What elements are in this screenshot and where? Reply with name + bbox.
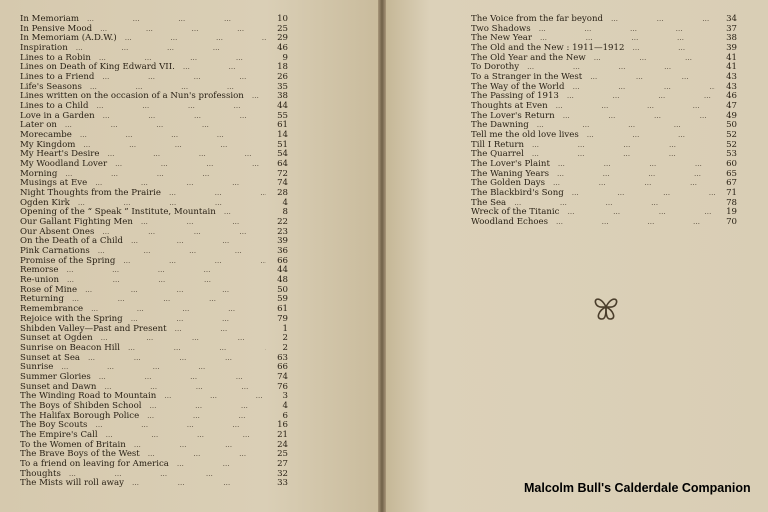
shamrock-ornament-icon (589, 292, 623, 322)
toc-entry-title: The New Year (471, 33, 533, 44)
toc-entry-title: The Boys of Shibden School (20, 400, 142, 411)
watermark-credit: Malcolm Bull's Calderdale Companion (524, 481, 751, 495)
leader-dots (83, 141, 266, 151)
toc-entry-title: Sunrise (20, 362, 54, 373)
leader-dots (590, 73, 715, 83)
toc-entry-title: Pink Carnations (20, 246, 90, 257)
toc-entry-page: 79 (277, 313, 288, 324)
toc-entry-page: 50 (277, 284, 288, 295)
toc-entry-title: In Memoriam (20, 14, 79, 24)
toc-entry-title: The Lover's Plaint (471, 159, 550, 170)
toc-entry-page: 44 (277, 101, 288, 112)
toc-entry-page: 39 (726, 43, 737, 54)
toc-entry-page: 38 (277, 91, 288, 102)
leader-dots (224, 208, 266, 218)
book-spine (378, 0, 386, 512)
toc-entry-page: 71 (726, 188, 737, 199)
toc-entry-page: 72 (277, 168, 288, 179)
toc-entry-page: 6 (282, 410, 288, 421)
toc-entry-title: Life's Seasons (20, 81, 82, 92)
toc-entry-title: The Boy Scouts (20, 420, 88, 431)
toc-entry-title: Lines to a Child (20, 101, 89, 112)
leader-dots (87, 15, 266, 25)
leader-dots (147, 412, 266, 422)
toc-entry-title: Returning (20, 294, 64, 305)
toc-entry-title: The Mists will roll away (20, 478, 124, 489)
toc-entry (471, 218, 737, 228)
toc-entry-title: The Golden Days (471, 178, 546, 189)
toc-entry-page: 16 (277, 420, 288, 431)
leader-dots (106, 431, 266, 441)
leader-dots (557, 170, 715, 180)
leader-dots (177, 460, 266, 470)
leader-dots (65, 121, 266, 131)
toc-entry-title: Sunset at Sea (20, 352, 81, 363)
toc-entry-title: Our Gallant Fighting Men (20, 217, 133, 228)
toc-entry-title: The Blackbird's Song (471, 188, 564, 199)
toc-entry-page: 39 (277, 236, 288, 247)
toc-entry-page: 74 (277, 178, 288, 189)
toc-entry-title: The Old Year and the New (471, 52, 586, 63)
leader-dots (611, 15, 715, 25)
toc-entry-title: Summer Glories (20, 371, 91, 382)
toc-entry-title: Till I Return (471, 139, 525, 150)
toc-entry-title: Woodland Echoes (471, 217, 549, 228)
toc-entry-title: In Memoriam (A.D.W.) (20, 33, 117, 44)
toc-entry-title: Rose of Mine (20, 284, 78, 295)
toc-entry-page: 47 (726, 101, 737, 112)
toc-entry-page: 66 (277, 362, 288, 373)
leader-dots (594, 54, 715, 64)
toc-entry-page: 1 (282, 323, 288, 334)
leader-dots (539, 25, 715, 35)
toc-entry-page: 76 (277, 381, 288, 392)
leader-dots (532, 150, 715, 160)
toc-entry-title: The Brave Boys of the West (20, 449, 140, 460)
toc-entry-page: 70 (726, 217, 737, 228)
toc-entry-title: Later on (20, 120, 57, 131)
leader-dots (169, 189, 266, 199)
toc-entry-page: 59 (277, 294, 288, 305)
leader-dots (632, 44, 715, 54)
toc-entry-title: Sunrise on Beacon Hill (20, 342, 120, 353)
toc-entry-page: 43 (726, 81, 737, 92)
toc-entry-title: The Dawning (471, 120, 529, 131)
toc-entry-page: 61 (277, 120, 288, 131)
leader-dots (85, 286, 266, 296)
toc-entry-title: Remorse (20, 265, 59, 276)
toc-entry-title: Lines on Death of King Edward VII. (20, 62, 175, 73)
leader-dots (102, 73, 266, 83)
toc-entry-page: 61 (277, 304, 288, 315)
toc-entry-title: Inspiration (20, 43, 68, 54)
toc-entry-title: My Kingdom (20, 139, 76, 150)
toc-entry-title: Love in a Garden (20, 110, 95, 121)
leader-dots (107, 150, 266, 160)
toc-entry-page: 36 (277, 246, 288, 257)
toc-entry-title: Ogden Kirk (20, 197, 70, 208)
toc-entry-title: Lines to a Friend (20, 72, 95, 83)
toc-entry-page: 2 (282, 342, 288, 353)
toc-entry-title: To the Women of Britain (20, 439, 126, 450)
toc-entry-title: Morning (20, 168, 58, 179)
toc-entry-page: 50 (726, 120, 737, 131)
left-contents-list (20, 15, 288, 489)
leader-dots (132, 479, 266, 489)
leader-dots (183, 63, 266, 73)
toc-entry-page: 38 (726, 33, 737, 44)
toc-entry-page: 4 (282, 400, 288, 411)
leader-dots (99, 373, 266, 383)
toc-entry-title: In Pensive Mood (20, 23, 93, 34)
toc-entry-title: Re-union (20, 275, 59, 286)
leader-dots (556, 218, 715, 228)
leader-dots (573, 83, 715, 93)
toc-entry-title: The Halifax Borough Police (20, 410, 140, 421)
toc-entry-title: My Woodland Lover (20, 159, 108, 170)
toc-entry-title: To a Stranger in the West (471, 72, 583, 83)
toc-entry-page: 74 (277, 371, 288, 382)
leader-dots (587, 131, 715, 141)
toc-entry-title: The Lover's Return (471, 110, 555, 121)
toc-entry-page: 24 (277, 439, 288, 450)
toc-entry-page: 25 (277, 449, 288, 460)
leader-dots (65, 170, 266, 180)
toc-entry (20, 354, 288, 364)
toc-entry-page: 41 (726, 52, 737, 63)
toc-entry (471, 189, 737, 199)
leader-dots (61, 363, 266, 373)
toc-entry-page: 22 (277, 217, 288, 228)
toc-entry-title: Our Absent Ones (20, 226, 95, 237)
leader-dots (567, 92, 715, 102)
leader-dots (128, 344, 266, 354)
toc-entry (20, 160, 288, 170)
toc-entry-page: 46 (726, 91, 737, 102)
toc-entry-page: 23 (277, 226, 288, 237)
toc-entry-title: To a friend on leaving for America (20, 458, 169, 469)
toc-entry-page: 78 (726, 197, 737, 208)
toc-entry-page: 48 (277, 275, 288, 286)
leader-dots (95, 421, 266, 431)
toc-entry-page: 63 (277, 352, 288, 363)
toc-entry-title: Rejoice with the Spring (20, 313, 123, 324)
toc-entry-page: 54 (277, 149, 288, 160)
toc-entry-page: 53 (726, 149, 737, 160)
leader-dots (115, 160, 266, 170)
toc-entry-page: 26 (277, 72, 288, 83)
toc-entry-title: Lines to a Robin (20, 52, 91, 63)
leader-dots (76, 44, 266, 54)
toc-entry-page: 55 (277, 110, 288, 121)
toc-entry-title: Tell me the old love lives (471, 130, 579, 141)
toc-entry-page: 3 (282, 391, 288, 402)
leader-dots (175, 325, 266, 335)
toc-entry-title: The Waning Years (471, 168, 549, 179)
leader-dots (572, 189, 715, 199)
toc-entry-page: 52 (726, 139, 737, 150)
toc-entry-page: 64 (277, 159, 288, 170)
toc-entry-page: 2 (282, 333, 288, 344)
toc-entry-page: 21 (277, 429, 288, 440)
toc-entry-title: Morecambe (20, 130, 72, 141)
toc-entry-page: 28 (277, 188, 288, 199)
toc-entry-page: 52 (726, 130, 737, 141)
leader-dots (150, 402, 266, 412)
leader-dots (252, 92, 266, 102)
toc-entry-title: The Old and the New : 1911—1912 (471, 43, 625, 54)
toc-entry-title: The Passing of 1913 (471, 91, 559, 102)
toc-entry-page: 10 (277, 14, 288, 24)
toc-entry-page: 33 (277, 478, 288, 489)
leader-dots (125, 34, 266, 44)
leader-dots (67, 276, 266, 286)
toc-entry-title: Opening of the “ Speak ” Institute, Mountain (20, 207, 216, 218)
leader-dots (98, 247, 266, 257)
toc-entry (20, 257, 288, 267)
toc-entry-title: Thoughts (20, 468, 61, 479)
leader-dots (563, 112, 715, 122)
toc-entry-page: 60 (726, 159, 737, 170)
toc-entry-page: 18 (277, 62, 288, 73)
leader-dots (100, 25, 266, 35)
toc-entry (20, 112, 288, 122)
toc-entry-page: 34 (726, 14, 737, 24)
leader-dots (164, 392, 266, 402)
toc-entry-page: 41 (726, 62, 737, 73)
toc-entry-title: Night Thoughts from the Prairie (20, 188, 161, 199)
toc-entry-title: Musings at Eve (20, 178, 88, 189)
leader-dots (66, 266, 266, 276)
toc-entry-page: 65 (726, 168, 737, 179)
leader-dots (131, 237, 266, 247)
toc-entry-title: Promise of the Spring (20, 255, 116, 266)
leader-dots (141, 218, 266, 228)
leader-dots (553, 179, 715, 189)
leader-dots (102, 228, 266, 238)
toc-entry-page: 51 (277, 139, 288, 150)
toc-entry-title: Thoughts at Even (471, 101, 548, 112)
toc-entry-title: Sunset at Ogden (20, 333, 93, 344)
toc-entry-title: Two Shadows (471, 23, 531, 34)
toc-entry-title: The Quarrel (471, 149, 524, 160)
toc-entry-page: 25 (277, 23, 288, 34)
leader-dots (567, 208, 715, 218)
toc-entry-title: The Voice from the far beyond (471, 14, 603, 24)
toc-entry-title: The Way of the World (471, 81, 565, 92)
leader-dots (532, 141, 715, 151)
leader-dots (556, 102, 715, 112)
toc-entry-page: 19 (726, 207, 737, 218)
toc-entry-title: Lines written on the occasion of a Nun's profession (20, 91, 244, 102)
toc-entry-title: Shibden Valley—Past and Present (20, 323, 167, 334)
leader-dots (123, 257, 266, 267)
toc-entry (20, 479, 288, 489)
toc-entry (20, 266, 288, 276)
leader-dots (80, 131, 266, 141)
toc-entry-page: 9 (282, 52, 288, 63)
toc-entry-page: 14 (277, 130, 288, 141)
toc-entry-title: On the Death of a Child (20, 236, 123, 247)
toc-entry-page: 67 (726, 178, 737, 189)
leader-dots (134, 441, 266, 451)
toc-entry-page: 8 (282, 207, 288, 218)
toc-entry-title: To Dorothy (471, 62, 520, 73)
toc-entry-title: The Sea (471, 197, 507, 208)
toc-entry-page: 27 (277, 458, 288, 469)
toc-entry-page: 37 (726, 23, 737, 34)
leader-dots (72, 295, 266, 305)
leader-dots (97, 102, 266, 112)
toc-entry-page: 66 (277, 255, 288, 266)
toc-entry-page: 35 (277, 81, 288, 92)
leader-dots (558, 160, 715, 170)
toc-entry-page: 46 (277, 43, 288, 54)
toc-entry-page: 43 (726, 72, 737, 83)
toc-entry-title: Wreck of the Titanic (471, 207, 560, 218)
toc-entry-title: The Winding Road to Mountain (20, 391, 157, 402)
right-contents-list (471, 15, 737, 228)
toc-entry-page: 32 (277, 468, 288, 479)
toc-entry-title: Sunset and Dawn (20, 381, 97, 392)
toc-entry-page: 29 (277, 33, 288, 44)
leader-dots (103, 112, 266, 122)
toc-entry-title: My Heart's Desire (20, 149, 100, 160)
leader-dots (88, 354, 266, 364)
toc-entry-page: 49 (726, 110, 737, 121)
toc-entry-page: 44 (277, 265, 288, 276)
toc-entry-page: 4 (282, 197, 288, 208)
toc-entry-title: The Empire's Call (20, 429, 98, 440)
leader-dots (101, 334, 266, 344)
toc-entry-title: Remembrance (20, 304, 84, 315)
